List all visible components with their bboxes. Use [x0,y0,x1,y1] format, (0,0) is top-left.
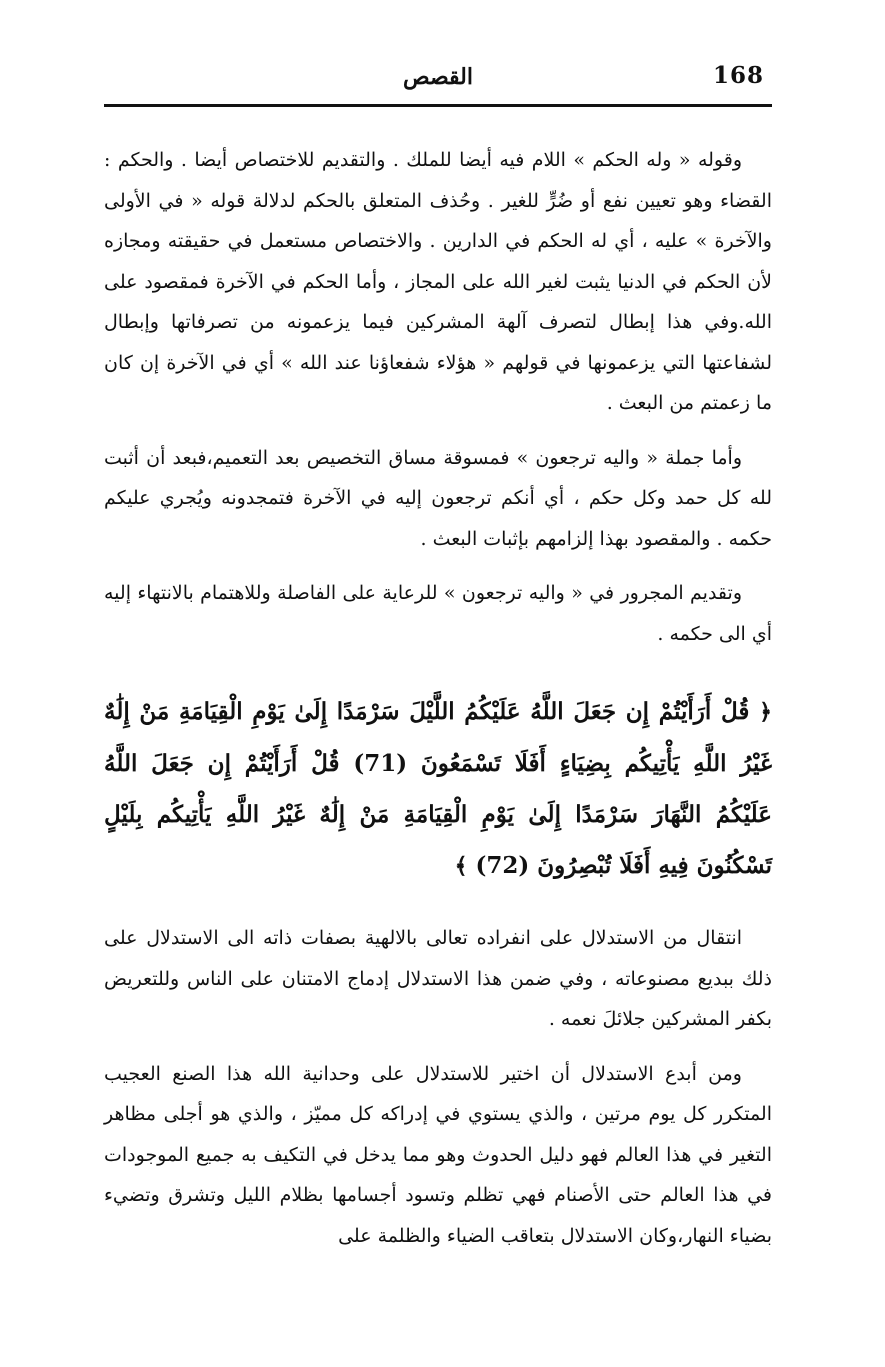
verse-text: قُلْ أَرَأَيْتُمْ إِن جَعَلَ اللَّهُ عَلَيْكُمُ اللَّيْلَ سَرْمَدًا إِلَىٰ يَوْمِ الْقِيَامَةِ مَنْ إِلَٰهٌ غَيْرُ اللَّهِ يَأْتِيكُم بِضِيَاءٍ أَفَلَا تَسْمَعُونَ (71) قُلْ أَرَأَيْتُمْ إِن جَعَلَ اللَّهُ عَلَيْكُمُ النَّهَارَ سَرْمَدًا إِلَىٰ يَوْمِ الْقِيَامَةِ مَنْ إِلَٰهٌ غَيْرُ اللَّهِ يَأْتِيكُم بِلَيْلٍ تَسْكُنُونَ فِيهِ أَفَلَا تُبْصِرُونَ (72) [104,698,772,879]
paragraph-5: ومن أبدع الاستدلال أن اختير للاستدلال على وحدانية الله هذا الصنع العجيب المتكرر كل يوم مرتين ، والذي يستوي في إدراكه كل مميّز ، والذي هو أجلى مظاهر التغير في هذا العالم فهو دليل الحدوث وهو مما يدخل في التكيف به جميع الموجودات في هذا العالم حتى الأصنام فهي تظلم وتسود أجسامها بظلام الليل وتشرق وتضيء بضياء النهار،وكان الاستدلال بتعاقب الضياء والظلمة على [104,1062,772,1247]
paragraph-1: وقوله « وله الحكم » اللام فيه أيضا للملك . والتقديم للاختصاص أيضا . والحكم : القضاء وهو تعيين نفع أو ضُرٍّ للغير . وحُذف المتعلق بالحكم لدلالة قوله « في الأولى والآخرة » عليه ، أي له الحكم في الدارين . والاختصاص مستعمل في حقيقته ومجازه لأن الحكم في الدنيا يثبت لغير الله على المجاز ، وأما الحكم في الآخرة فمقصود على الله.وفي هذا إبطال لتصرف آلهة المشركين فيما يزعمونه من تصرفاتها وإبطال لشفاعتها التي يزعمونها في قولهم « هؤلاء شفعاؤنا عند الله » أي في الآخرة إن كان ما زعمتم من البعث . [104,149,772,414]
verse-open-bracket: ﴿ [759,699,772,725]
page-number: 168 [712,62,764,89]
running-title: القصص [403,64,473,90]
paragraph-4: انتقال من الاستدلال على انفراده تعالى بالالهية بصفات ذاته الى الاستدلال على ذلك ببديع مصنوعاته ، وفي ضمن هذا الاستدلال إدماج الامتنان على الناس وللتعريض بكفر المشركين جلائلَ نعمه . [104,927,772,1030]
page-body [104,140,772,1270]
verse-close-bracket: ﴾ [454,853,468,879]
quran-verse [104,686,772,892]
header-rule [104,104,772,107]
paragraph-2: وأما جملة « واليه ترجعون » فمسوقة مساق التخصيص بعد التعميم،فبعد أن أثبت لله كل حمد وكل حكم ، أي أنكم ترجعون إليه في الآخرة فتمجدونه ويُجري عليكم حكمه . والمقصود بهذا إلزامهم بإثبات البعث . [104,446,772,550]
paragraph-3: وتقديم المجرور في « واليه ترجعون » للرعاية على الفاصلة وللاهتمام بالانتهاء إليه أي الى حكمه . [104,582,772,645]
page-header [104,60,772,104]
